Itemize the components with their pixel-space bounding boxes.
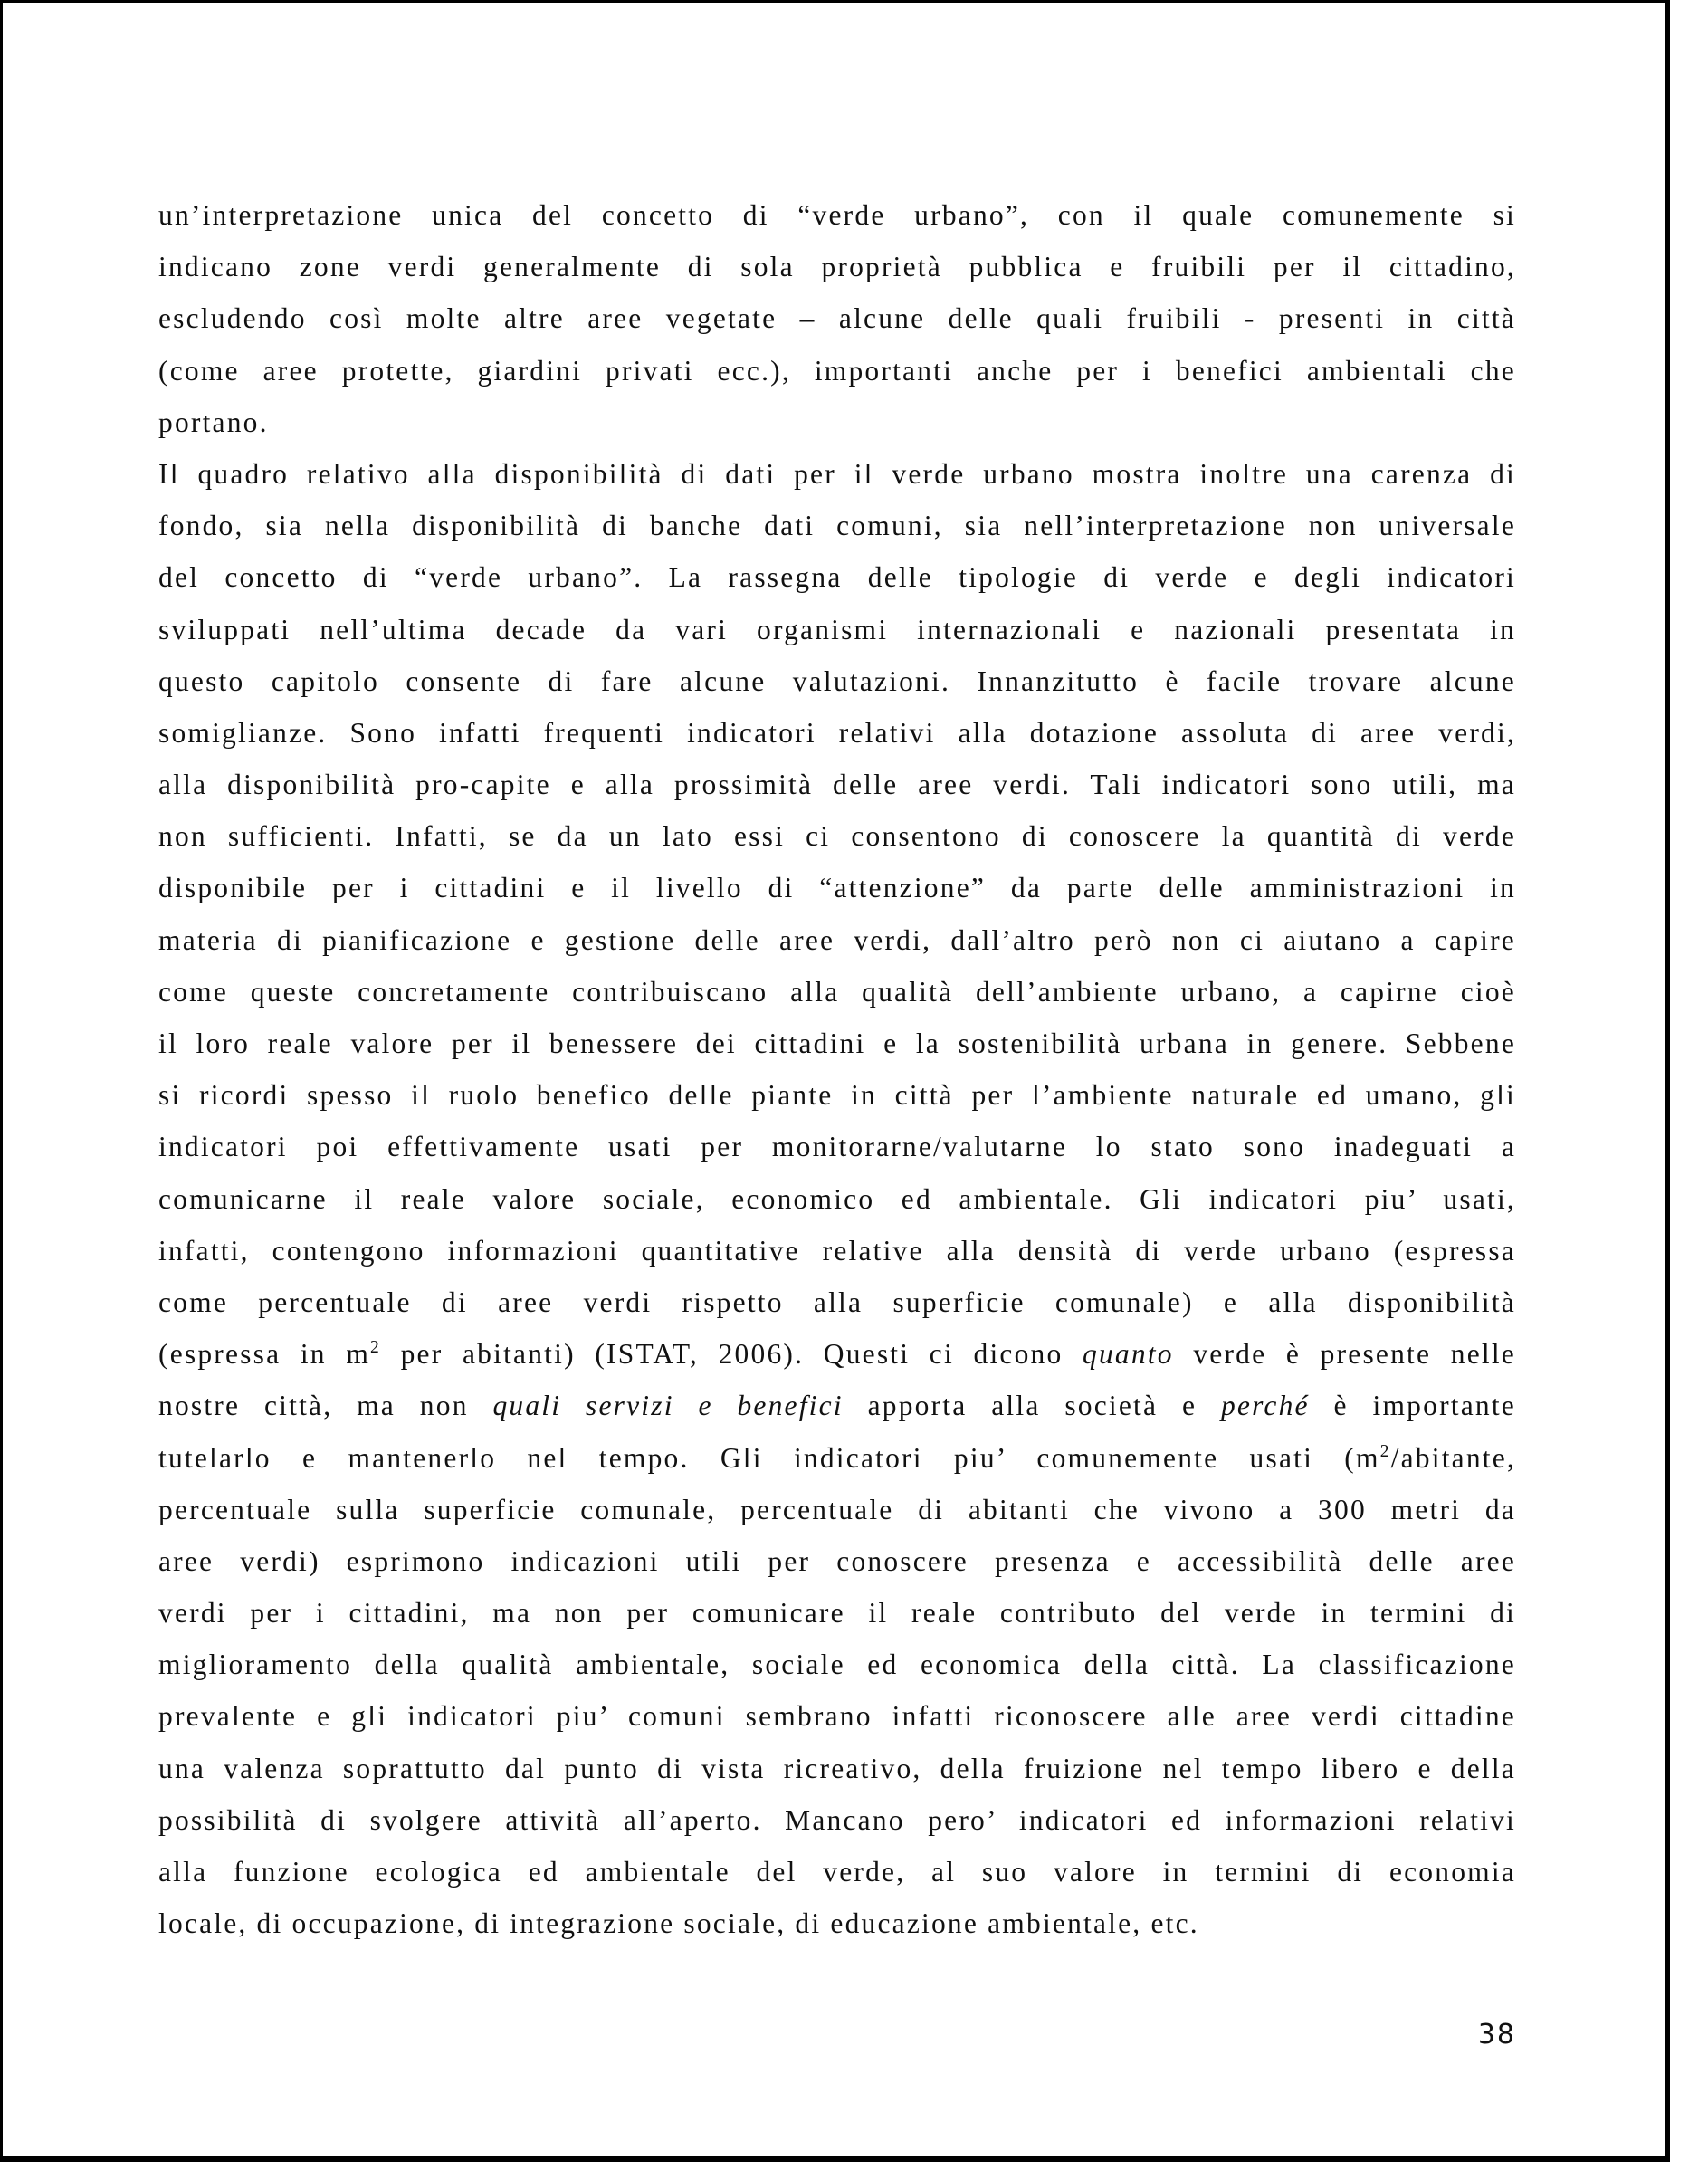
text-line: non sufficienti. Infatti, se da un lato essi ci consentono di conoscere la quantità di verde: [158, 820, 1516, 853]
text-line: una valenza soprattutto dal punto di vista ricreativo, della fruizione nel tempo libero e della: [158, 1752, 1516, 1784]
text-line: [158, 1432, 1516, 1484]
text-line: Il quadro relativo alla disponibilità di dati per il verde urbano mostra inoltre una carenza di: [158, 457, 1516, 490]
text-line: indicano zone verdi generalmente di sola proprietà pubblica e fruibili per il cittadino,: [158, 251, 1516, 283]
text-line: somiglianze. Sono infatti frequenti indicatori relativi alla dotazione assoluta di aree verdi,: [158, 716, 1516, 749]
italic-text: perché: [1220, 1390, 1310, 1422]
page-number: 38: [1477, 2019, 1516, 2051]
italic-text: quali servizi e benefici: [492, 1390, 844, 1422]
text-line: possibilità di svolgere attività all’aperto. Mancano pero’ indicatori ed informazioni relativi: [158, 1803, 1516, 1836]
text-line: indicatori poi effettivamente usati per monitorarne/valutarne lo stato sono inadeguati a: [158, 1131, 1516, 1163]
text-line: percentuale sulla superficie comunale, percentuale di abitanti che vivono a 300 metri da: [158, 1493, 1516, 1525]
text-line: escludendo così molte altre aree vegetate – alcune delle quali fruibili - presenti in città: [158, 302, 1516, 335]
text-line: come queste concretamente contribuiscano alla qualità dell’ambiente urbano, a capirne cioè: [158, 975, 1516, 1008]
italic-text: quanto: [1083, 1338, 1174, 1371]
text-line: aree verdi) esprimono indicazioni utili per conoscere presenza e accessibilità delle aree: [158, 1544, 1516, 1577]
text-line: un’interpretazione unica del concetto di “verde urbano”, con il quale comunemente si: [158, 199, 1516, 231]
text-line: sviluppati nell’ultima decade da vari organismi internazionali e nazionali presentata in: [158, 613, 1516, 645]
text-line: [158, 1380, 1516, 1431]
text-run: apporta alla società e: [843, 1390, 1221, 1422]
text-run: nostre città, ma non: [158, 1390, 493, 1422]
text-line: [158, 1328, 1516, 1380]
text-line: come percentuale di aree verdi rispetto alla superficie comunale) e alla disponibilità: [158, 1286, 1516, 1318]
text-run: tutelarlo e mantenerlo nel tempo. Gli indicatori piu’ comunemente usati (m: [158, 1441, 1380, 1474]
text-line: disponibile per i cittadini e il livello di “attenzione” da parte delle amministrazioni in: [158, 872, 1516, 904]
text-line: il loro reale valore per il benessere dei cittadini e la sostenibilità urbana in genere. Sebbene: [158, 1028, 1516, 1059]
text-line: portano.: [158, 406, 269, 438]
text-line: fondo, sia nella disponibilità di banche dati comuni, sia nell’interpretazione non universale: [158, 510, 1516, 542]
text-line: alla funzione ecologica ed ambientale del verde, al suo valore in termini di economia: [158, 1856, 1516, 1888]
text-line: locale, di occupazione, di integrazione sociale, di educazione ambientale, etc.: [158, 1907, 1199, 1940]
text-run: per abitanti) (ISTAT, 2006). Questi ci dicono: [381, 1338, 1083, 1371]
text-line: verdi per i cittadini, ma non per comunicare il reale contributo del verde in termini di: [158, 1597, 1516, 1630]
superscript: 2: [370, 1338, 381, 1358]
text-run: verde è presente nelle: [1173, 1338, 1516, 1371]
text-line: del concetto di “verde urbano”. La rassegna delle tipologie di verde e degli indicatori: [158, 561, 1516, 594]
text-line: questo capitolo consente di fare alcune valutazioni. Innanzitutto è facile trovare alcune: [158, 664, 1516, 697]
text-line: comunicarne il reale valore sociale, economico ed ambientale. Gli indicatori piu’ usati,: [158, 1182, 1516, 1215]
text-line: alla disponibilità pro-capite e alla prossimità delle aree verdi. Tali indicatori sono utili, ma: [158, 769, 1516, 801]
text-run: (espressa in m: [158, 1338, 371, 1371]
text-run: è importante: [1309, 1390, 1516, 1422]
superscript: 2: [1379, 1441, 1391, 1461]
text-line: materia di pianificazione e gestione delle aree verdi, dall’altro però non ci aiutano a capire: [158, 923, 1516, 956]
text-line: infatti, contengono informazioni quantitative relative alla densità di verde urbano (espressa: [158, 1234, 1516, 1267]
text-line: prevalente e gli indicatori piu’ comuni sembrano infatti riconoscere alle aree verdi cittadine: [158, 1700, 1516, 1733]
text-run: /abitante,: [1390, 1441, 1516, 1474]
text-line: si ricordi spesso il ruolo benefico delle piante in città per l’ambiente naturale ed umano, gli: [158, 1079, 1516, 1112]
text-line: miglioramento della qualità ambientale, sociale ed economica della città. La classificazione: [158, 1649, 1516, 1681]
text-line: (come aree protette, giardini privati ecc.), importanti anche per i benefici ambientali che: [158, 354, 1516, 387]
body-text: [158, 189, 1516, 1949]
